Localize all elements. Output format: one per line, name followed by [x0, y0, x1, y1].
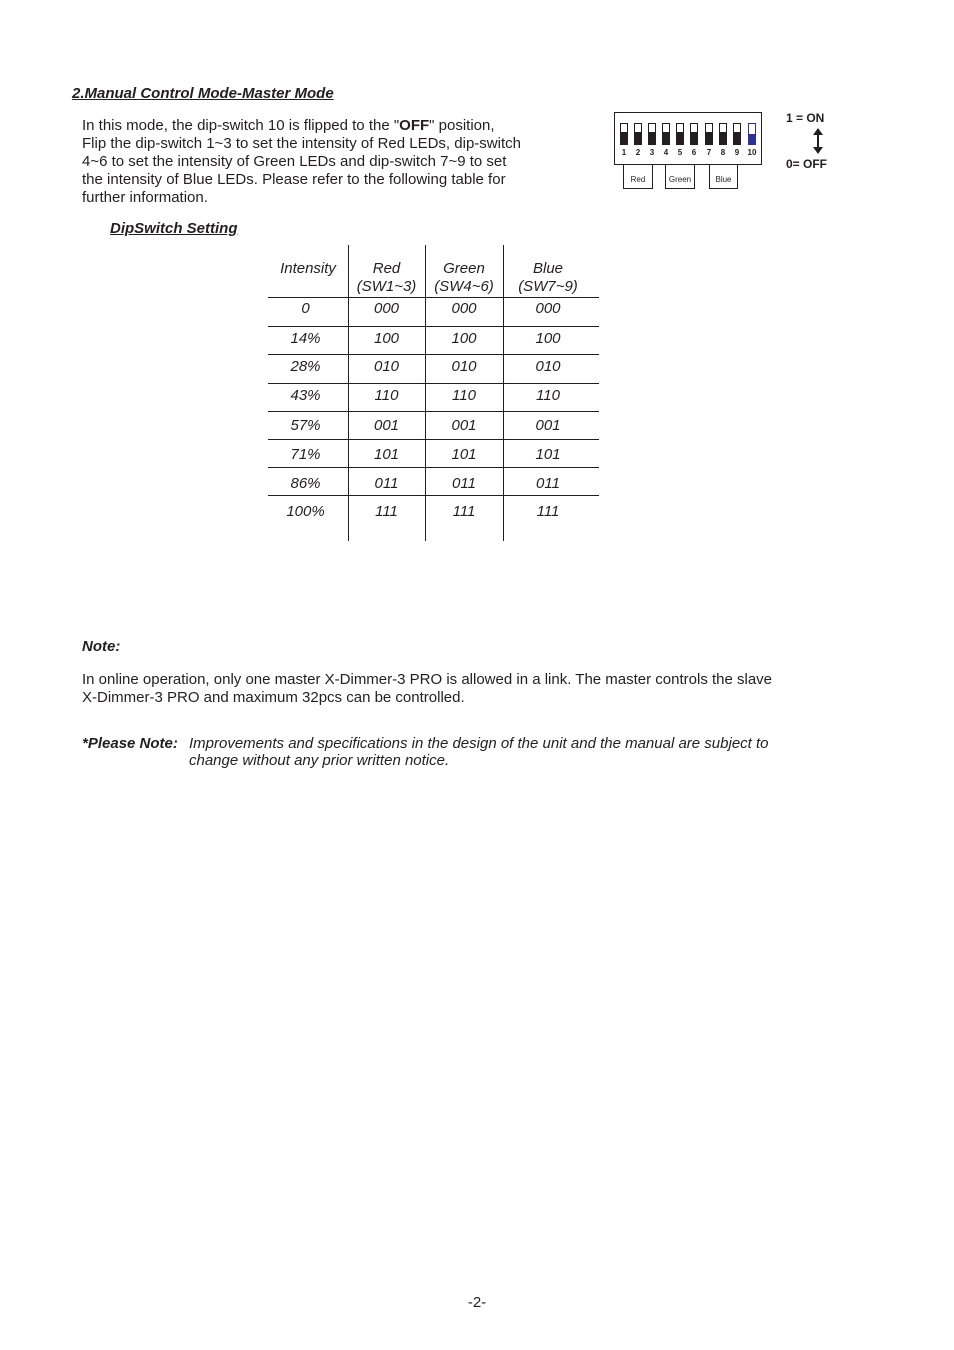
table-cell: 100 — [535, 330, 561, 347]
off-legend: 0= OFF — [786, 157, 828, 171]
table-cell: 000 — [373, 300, 400, 317]
switch-number: 2 — [635, 148, 641, 157]
header-blue-line2: (SW7~9) — [518, 278, 578, 295]
table-cell: 011 — [374, 475, 399, 492]
table-cell: 100% — [286, 503, 325, 520]
dipswitch-setting-title: DipSwitch Setting — [110, 220, 238, 237]
table-cell: 110 — [452, 387, 476, 404]
row-divider — [268, 495, 599, 496]
section-title: 2.Manual Control Mode-Master Mode — [72, 85, 334, 102]
row-divider — [268, 383, 599, 384]
switch-number: 7 — [706, 148, 712, 157]
table-cell: 110 — [374, 387, 399, 404]
dipswitch-table — [268, 245, 599, 541]
header-green-line1: Green — [443, 260, 485, 277]
table-cell: 000 — [451, 300, 477, 317]
switch-number: 4 — [663, 148, 669, 157]
table-cell: 010 — [451, 358, 477, 375]
dip-switch-diagram — [614, 112, 762, 165]
dip-switch-3 — [648, 123, 656, 145]
table-cell: 101 — [373, 446, 400, 463]
table-cell: 86% — [290, 475, 321, 492]
row-divider — [268, 297, 599, 298]
table-cell: 011 — [536, 475, 560, 492]
header-red-line2: (SW1~3) — [356, 278, 417, 295]
table-cell: 001 — [451, 417, 477, 434]
on-legend: 1 = ON — [786, 111, 825, 125]
please-note-text — [189, 735, 829, 769]
table-cell: 100 — [451, 330, 477, 347]
intro-line-1-pre: In this mode, the dip-switch 10 is flipped to the " — [82, 117, 400, 134]
row-divider — [268, 467, 599, 468]
note-line-2: X-Dimmer-3 PRO and maximum 32pcs can be controlled. — [82, 689, 465, 706]
dip-switch-7 — [705, 123, 713, 145]
header-green — [425, 260, 503, 296]
intro-line-1 — [82, 117, 582, 135]
dip-switch-5 — [676, 123, 684, 145]
intro-line-5: further information. — [82, 189, 208, 206]
note-paragraph — [82, 671, 842, 707]
please-note-line-2: change without any prior written notice. — [189, 752, 450, 769]
switch-number: 5 — [677, 148, 683, 157]
dip-switch-8 — [719, 123, 727, 145]
intro-line-3: 4~6 to set the intensity of Green LEDs and dip-switch 7~9 to set — [82, 153, 507, 170]
header-green-line2: (SW4~6) — [434, 278, 494, 295]
table-cell: 14% — [290, 330, 321, 347]
header-blue-line1: Blue — [532, 260, 564, 277]
row-divider — [268, 354, 599, 355]
off-keyword: OFF — [399, 117, 430, 134]
table-cell: 111 — [375, 503, 398, 520]
table-cell: 43% — [290, 387, 321, 404]
page-number: -2- — [467, 1294, 487, 1311]
table-cell: 101 — [535, 446, 561, 463]
table-cell: 010 — [535, 358, 561, 375]
switch-number: 8 — [720, 148, 726, 157]
note-heading: Note: — [82, 638, 121, 655]
group-label-red: Red — [623, 165, 653, 189]
table-cell: 011 — [452, 475, 476, 492]
switch-number: 3 — [649, 148, 655, 157]
intro-line-2: Flip the dip-switch 1~3 to set the intensity of Red LEDs, dip-switch — [82, 135, 521, 152]
row-divider — [268, 326, 599, 327]
header-red — [348, 260, 425, 296]
switch-number: 1 — [621, 148, 627, 157]
please-note-label: *Please Note: — [82, 735, 178, 752]
intro-line-1-post: " position, — [429, 117, 495, 134]
intro-paragraph — [82, 117, 582, 207]
table-cell: 71% — [290, 446, 321, 463]
up-down-arrow-icon — [812, 128, 824, 154]
dip-switch-2 — [634, 123, 642, 145]
switch-number: 6 — [691, 148, 697, 157]
table-cell: 001 — [373, 417, 400, 434]
group-label-green: Green — [665, 165, 695, 189]
row-divider — [268, 439, 599, 440]
table-cell: 111 — [452, 503, 476, 520]
table-cell: 111 — [536, 503, 560, 520]
table-cell: 57% — [290, 417, 321, 434]
dip-switch-6 — [690, 123, 698, 145]
table-cell: 101 — [451, 446, 477, 463]
table-cell: 100 — [373, 330, 400, 347]
note-line-1: In online operation, only one master X-Dimmer-3 PRO is allowed in a link. The master controls the slave — [82, 671, 773, 688]
dip-switch-1 — [620, 123, 628, 145]
table-cell: 28% — [290, 358, 321, 375]
dip-switch-9 — [733, 123, 741, 145]
header-intensity: Intensity — [280, 260, 336, 277]
dip-switch-10 — [748, 123, 756, 145]
please-note-line-1: Improvements and specifications in the design of the unit and the manual are subject to — [189, 735, 769, 752]
switch-number: 9 — [734, 148, 740, 157]
intro-line-4: the intensity of Blue LEDs. Please refer to the following table for — [82, 171, 506, 188]
table-cell: 010 — [373, 358, 400, 375]
group-label-blue: Blue — [709, 165, 738, 189]
table-cell: 0 — [301, 300, 310, 317]
header-blue — [503, 260, 593, 296]
table-cell: 000 — [535, 300, 561, 317]
switch-number: 10 — [747, 148, 757, 157]
table-cell: 001 — [535, 417, 561, 434]
header-red-line1: Red — [372, 260, 401, 277]
dip-switch-4 — [662, 123, 670, 145]
table-cell: 110 — [536, 387, 560, 404]
row-divider — [268, 411, 599, 412]
